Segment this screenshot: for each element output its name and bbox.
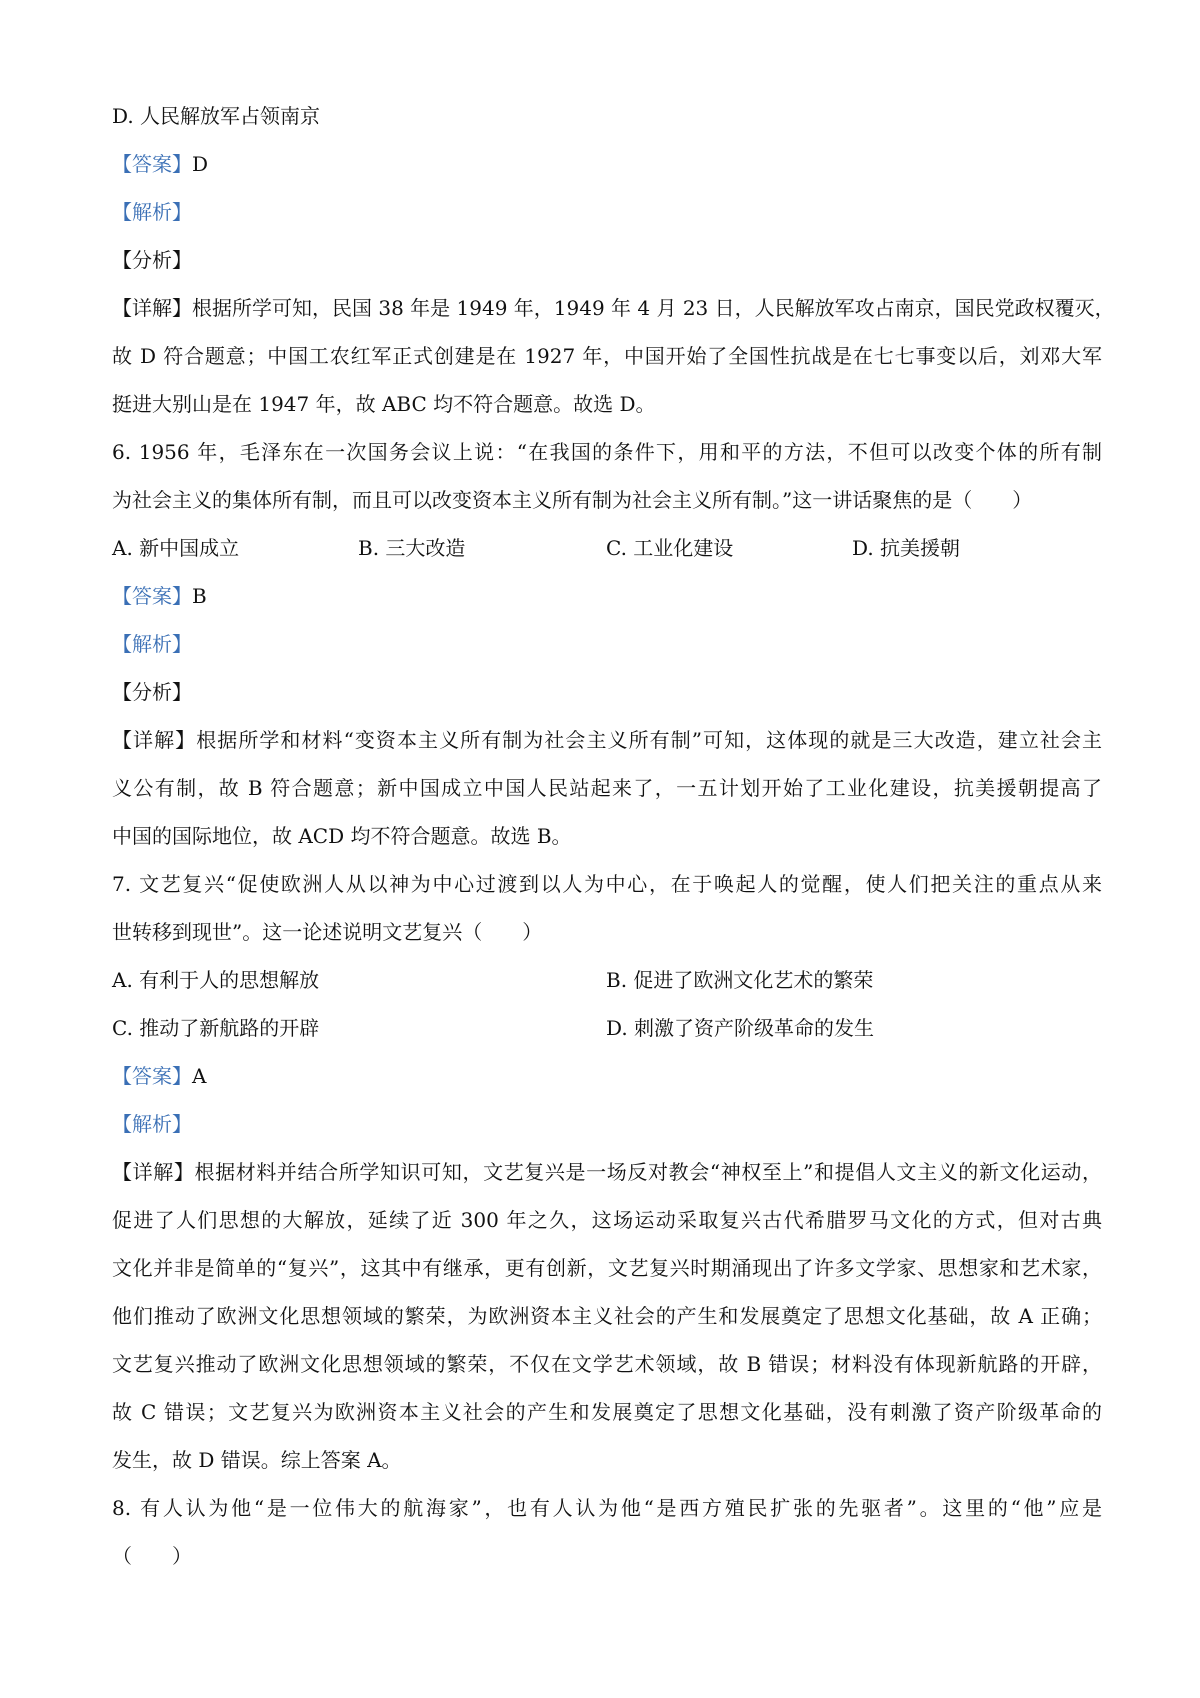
q6-stem-line-1: 6. 1956 年，毛泽东在一次国务会议上说：“在我国的条件下，用和平的方法，不但可以改变个体的所有制 (112, 440, 1102, 464)
q7-detail-line-6: 故 C 错误；文艺复兴为欧洲资本主义社会的产生和发展奠定了思想文化基础，没有刺激了资产阶级革命的 (112, 1400, 1102, 1424)
answer-tag: 【答案】 (112, 584, 192, 608)
answer-value: A (192, 1064, 207, 1088)
answer-tag: 【答案】 (112, 1064, 192, 1088)
q7-answer (112, 1062, 1102, 1090)
q5-detail-line-3: 挺进大别山是在 1947 年，故 ABC 均不符合题意。故选 D。 (112, 392, 656, 416)
q7-analysis-tag: 【解析】 (112, 1112, 192, 1136)
q5-detail-line-2: 故 D 符合题意；中国工农红军正式创建是在 1927 年，中国开始了全国性抗战是在七七事变以后，刘邓大军 (112, 344, 1102, 368)
q6-stem-line-2: 为社会主义的集体所有制，而且可以改变资本主义所有制为社会主义所有制。”这一讲话聚焦的是（ ） (112, 488, 1033, 512)
q6-option-d: D. 抗美援朝 (852, 536, 961, 560)
q5-option-d: D. 人民解放军占领南京 (112, 104, 321, 128)
q6-option-b: B. 三大改造 (358, 536, 466, 560)
q7-detail-line-5: 文艺复兴推动了欧洲文化思想领域的繁荣，不仅在文学艺术领域，故 B 错误；材料没有体现新航路的开辟， (112, 1352, 1102, 1376)
q5-analysis-tag: 【解析】 (112, 200, 192, 224)
q7-detail-line-4: 他们推动了欧洲文化思想领域的繁荣，为欧洲资本主义社会的产生和发展奠定了思想文化基础，故 A 正确； (112, 1304, 1102, 1328)
q5-detail-line-1: 【详解】根据所学可知，民国 38 年是 1949 年，1949 年 4 月 23 日，人民解放军攻占南京，国民党政权覆灭， (112, 296, 1115, 320)
q7-option-d: D. 刺激了资产阶级革命的发生 (606, 1016, 875, 1040)
q8-stem-line-2: （ ） (112, 1544, 192, 1568)
q5-answer (112, 150, 1102, 178)
detail-tag: 【详解】 (112, 728, 197, 752)
q7-detail-line-1: 【详解】根据材料并结合所学知识可知，文艺复兴是一场反对教会“神权至上”和提倡人文主义的新文化运动， (112, 1160, 1103, 1184)
q6-fenxi-tag: 【分析】 (112, 680, 192, 704)
q6-detail-line-2: 义公有制，故 B 符合题意；新中国成立中国人民站起来了，一五计划开始了工业化建设，抗美援朝提高了 (112, 776, 1102, 800)
q7-option-b: B. 促进了欧洲文化艺术的繁荣 (606, 968, 874, 992)
q5-fenxi-tag: 【分析】 (112, 248, 192, 272)
detail-tag: 【详解】 (112, 296, 192, 320)
q7-detail-line-7: 发生，故 D 错误。综上答案 A。 (112, 1448, 402, 1472)
q7-stem-line-1: 7. 文艺复兴“促使欧洲人从以神为中心过渡到以人为中心，在于唤起人的觉醒，使人们把关注的重点从来 (112, 872, 1102, 896)
q8-stem-line-1: 8. 有人认为他“是一位伟大的航海家”，也有人认为他“是西方殖民扩张的先驱者”。这里的“他”应是 (112, 1496, 1102, 1520)
answer-value: D (192, 152, 209, 176)
q6-option-a: A. 新中国成立 (112, 536, 240, 560)
q6-option-c: C. 工业化建设 (606, 536, 734, 560)
q7-stem-line-2: 世转移到现世”。这一论述说明文艺复兴（ ） (112, 920, 543, 944)
q6-answer (112, 582, 1102, 610)
detail-tag: 【详解】 (112, 1160, 195, 1184)
q7-detail-line-2: 促进了人们思想的大解放，延续了近 300 年之久，这场运动采取复兴古代希腊罗马文化的方式，但对古典 (112, 1208, 1102, 1232)
q6-detail-line-1: 【详解】根据所学和材料“变资本主义所有制为社会主义所有制”可知，这体现的就是三大改造，建立社会主 (112, 728, 1102, 752)
q7-option-a: A. 有利于人的思想解放 (112, 968, 320, 992)
q7-option-c: C. 推动了新航路的开辟 (112, 1016, 320, 1040)
q6-analysis-tag: 【解析】 (112, 632, 192, 656)
q7-detail-line-3: 文化并非是简单的“复兴”，这其中有继承，更有创新，文艺复兴时期涌现出了许多文学家、思想家和艺术家， (112, 1256, 1102, 1280)
q6-detail-line-3: 中国的国际地位，故 ACD 均不符合题意。故选 B。 (112, 824, 572, 848)
answer-value: B (192, 584, 207, 608)
answer-tag: 【答案】 (112, 152, 192, 176)
